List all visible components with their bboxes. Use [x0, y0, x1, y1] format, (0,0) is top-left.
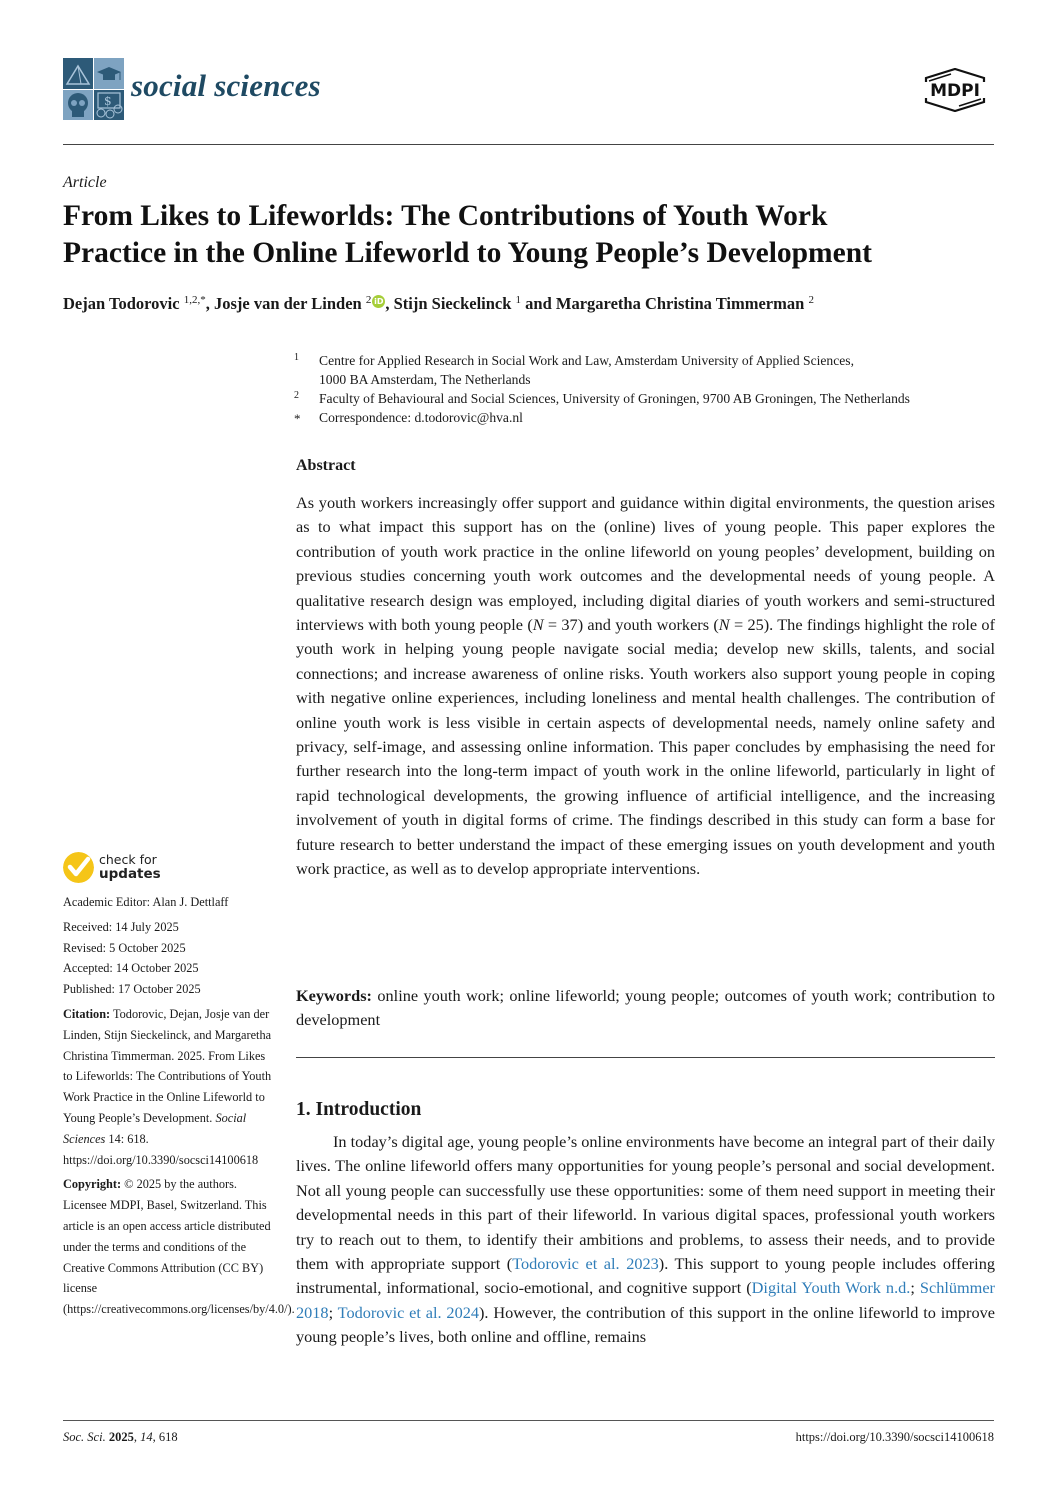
author-name[interactable]: Stijn Sieckelinck [393, 294, 512, 313]
author-affil-sup: 1 [515, 294, 522, 306]
author-list: Dejan Todorovic $^{1,2,*}$, Josje van der Linden $^2$ iD , Stijn Sieckelinck $^1$ and Margaretha Christina Timmerman $^2$ [63, 294, 814, 313]
author-name[interactable]: Margaretha Christina Timmerman [555, 294, 805, 313]
introduction-paragraph: In today’s digital age, young people’s online environments have become an integral part of their daily lives. The online lifeworld offers many opportunities for young people’s personal and social development. Not all young people can successfully use these opportunities: some of them need support in meeting their developmental needs in this part of their lifeworld. In various digital spaces, professional youth workers try to reach out to them, to identify their ambitions and problems, to assess their needs, and to provide them with appropriate support (Todorovic et al. 2023). This support to young people includes offering instrumental, informational, socio-emotional, and cognitive support (Digital Youth Work n.d.; Schlümmer 2018; Todorovic et al. 2024). However, the contribution of this support in the online lifeworld to improve young people’s lives, both online and offline, remains [296, 1132, 995, 1347]
keywords [296, 984, 995, 1033]
author-affil-sup: 1,2,* [183, 294, 206, 306]
footer-divider [63, 1420, 994, 1421]
journal-header [63, 58, 994, 124]
article-sidebar [63, 852, 295, 1320]
article-title [63, 198, 1003, 272]
affiliations [294, 351, 1004, 427]
copyright-block: Copyright: © 2025 by the authors. Licensee MDPI, Basel, Switzerland. This article is an open access article distributed under the terms and conditions of the Creative Commons Attribution (CC BY) license (https://creativecommons.org/licenses/by/4.0/). [63, 1177, 295, 1317]
citation-link[interactable]: Todorovic et al. 2023 [512, 1254, 659, 1274]
section-heading: 1. Introduction [296, 1099, 422, 1120]
citation-link[interactable]: Digital Youth Work n.d. [751, 1278, 911, 1298]
abstract-heading: Abstract [296, 457, 356, 474]
citation-link[interactable]: Todorovic et al. 2024 [337, 1302, 479, 1322]
affiliation-mark: 2 [294, 390, 299, 401]
citation-block: Citation: Todorovic, Dejan, Josje van der Linden, Stijn Sieckelinck, and Margaretha Christina Timmerman. 2025. From Likes to Lifeworlds: The Contributions of Youth Work Practice in the Online Lifeworld to Young People’s Development. Social Sciences 14: 618. https://doi.org/10.3390/socsci14100618 [63, 1006, 272, 1167]
abstract-text: As youth workers increasingly offer support and guidance within digital environments, the question arises as to what impact this support has on the (online) lives of young people. This paper explores the contribution of youth work practice in the online lifeworld on young peoples’ development, building on previous studies concerning youth work outcomes and the developmental needs of young people. A qualitative research design was employed, including digital diaries of youth workers and semi-structured interviews with both young people (N = 37) and youth workers (N = 25). The findings highlight the role of youth work in helping young people navigate social media; develop new skills, talents, and social connections; and increase awareness of online risks. Youth workers also support young people in coping with negative online experiences, including loneliness and mental health challenges. The contribution of online youth work is less visible in certain aspects of developmental needs, namely online safety and privacy, self-image, and assessing online information. This paper concludes by emphasising the need for further research into the long-term impact of youth work in the online lifeworld, particularly in light of rapid technological developments, the growing influence of artificial intelligence, and the increasing involvement of youth in digital forms of crime. The findings described in this study can form a base for future research to better understand the impact of these emerging issues on youth development and youth work practice, as well as to develop appropriate interventions. [296, 493, 995, 879]
check-for-updates-line1: check for [99, 852, 157, 867]
received-date: Received: 14 July 2025 [63, 919, 179, 934]
header-divider [63, 144, 994, 145]
correspondence: * Correspondence: d.todorovic@hva.nl [294, 410, 523, 426]
title-line-2: Practice in the Online Lifeworld to Young People’s Development [63, 237, 872, 269]
citation-link[interactable]: Schlümmer 2018 [296, 1278, 995, 1322]
orcid-icon[interactable]: iD [374, 297, 384, 306]
affiliation-item: 1 Centre for Applied Research in Social Work and Law, Amsterdam University of Applied Sciences, 1000 BA Amsterdam, The Netherlands [294, 351, 1004, 389]
academic-editor: Academic Editor: Alan J. Dettlaff [63, 895, 229, 909]
footer-citation: Soc. Sci. 2025, 14, 618 [63, 1430, 178, 1444]
journal-name: social sciences [131, 68, 321, 103]
affiliation-item: 2 Faculty of Behavioural and Social Sciences, University of Groningen, 9700 AB Groningen, The Netherlands [294, 389, 1004, 408]
revised-date: Revised: 5 October 2025 [63, 940, 186, 955]
article-type: Article [63, 174, 107, 191]
author-affil-sup: 2 [365, 294, 372, 306]
author-affil-sup: 2 [808, 294, 814, 306]
check-for-updates-icon [63, 852, 94, 883]
svg-text:$: $ [104, 94, 112, 108]
keywords-label: Keywords: [296, 986, 372, 1005]
affiliation-mark: 1 [294, 352, 299, 363]
footer-doi-link[interactable]: https://doi.org/10.3390/socsci14100618 [795, 1430, 994, 1444]
author-name[interactable]: Dejan Todorovic [63, 294, 180, 313]
title-line-1: From Likes to Lifeworlds: The Contributions of Youth Work [63, 200, 828, 232]
mdpi-logo-text: MDPI [930, 81, 980, 101]
journal-logo-icon [63, 58, 124, 120]
published-date: Published: 17 October 2025 [63, 982, 201, 997]
mdpi-logo-icon [916, 68, 994, 112]
abstract-divider [296, 1057, 995, 1058]
author-name[interactable]: Josje van der Linden [213, 294, 362, 313]
check-for-updates-line2: updates [99, 866, 161, 882]
accepted-date: Accepted: 14 October 2025 [63, 961, 199, 976]
keywords-text: online youth work; online lifeworld; young people; outcomes of youth work; contribution to development [296, 986, 995, 1030]
check-for-updates-button[interactable] [63, 852, 273, 888]
affiliation-mark: * [294, 411, 301, 426]
